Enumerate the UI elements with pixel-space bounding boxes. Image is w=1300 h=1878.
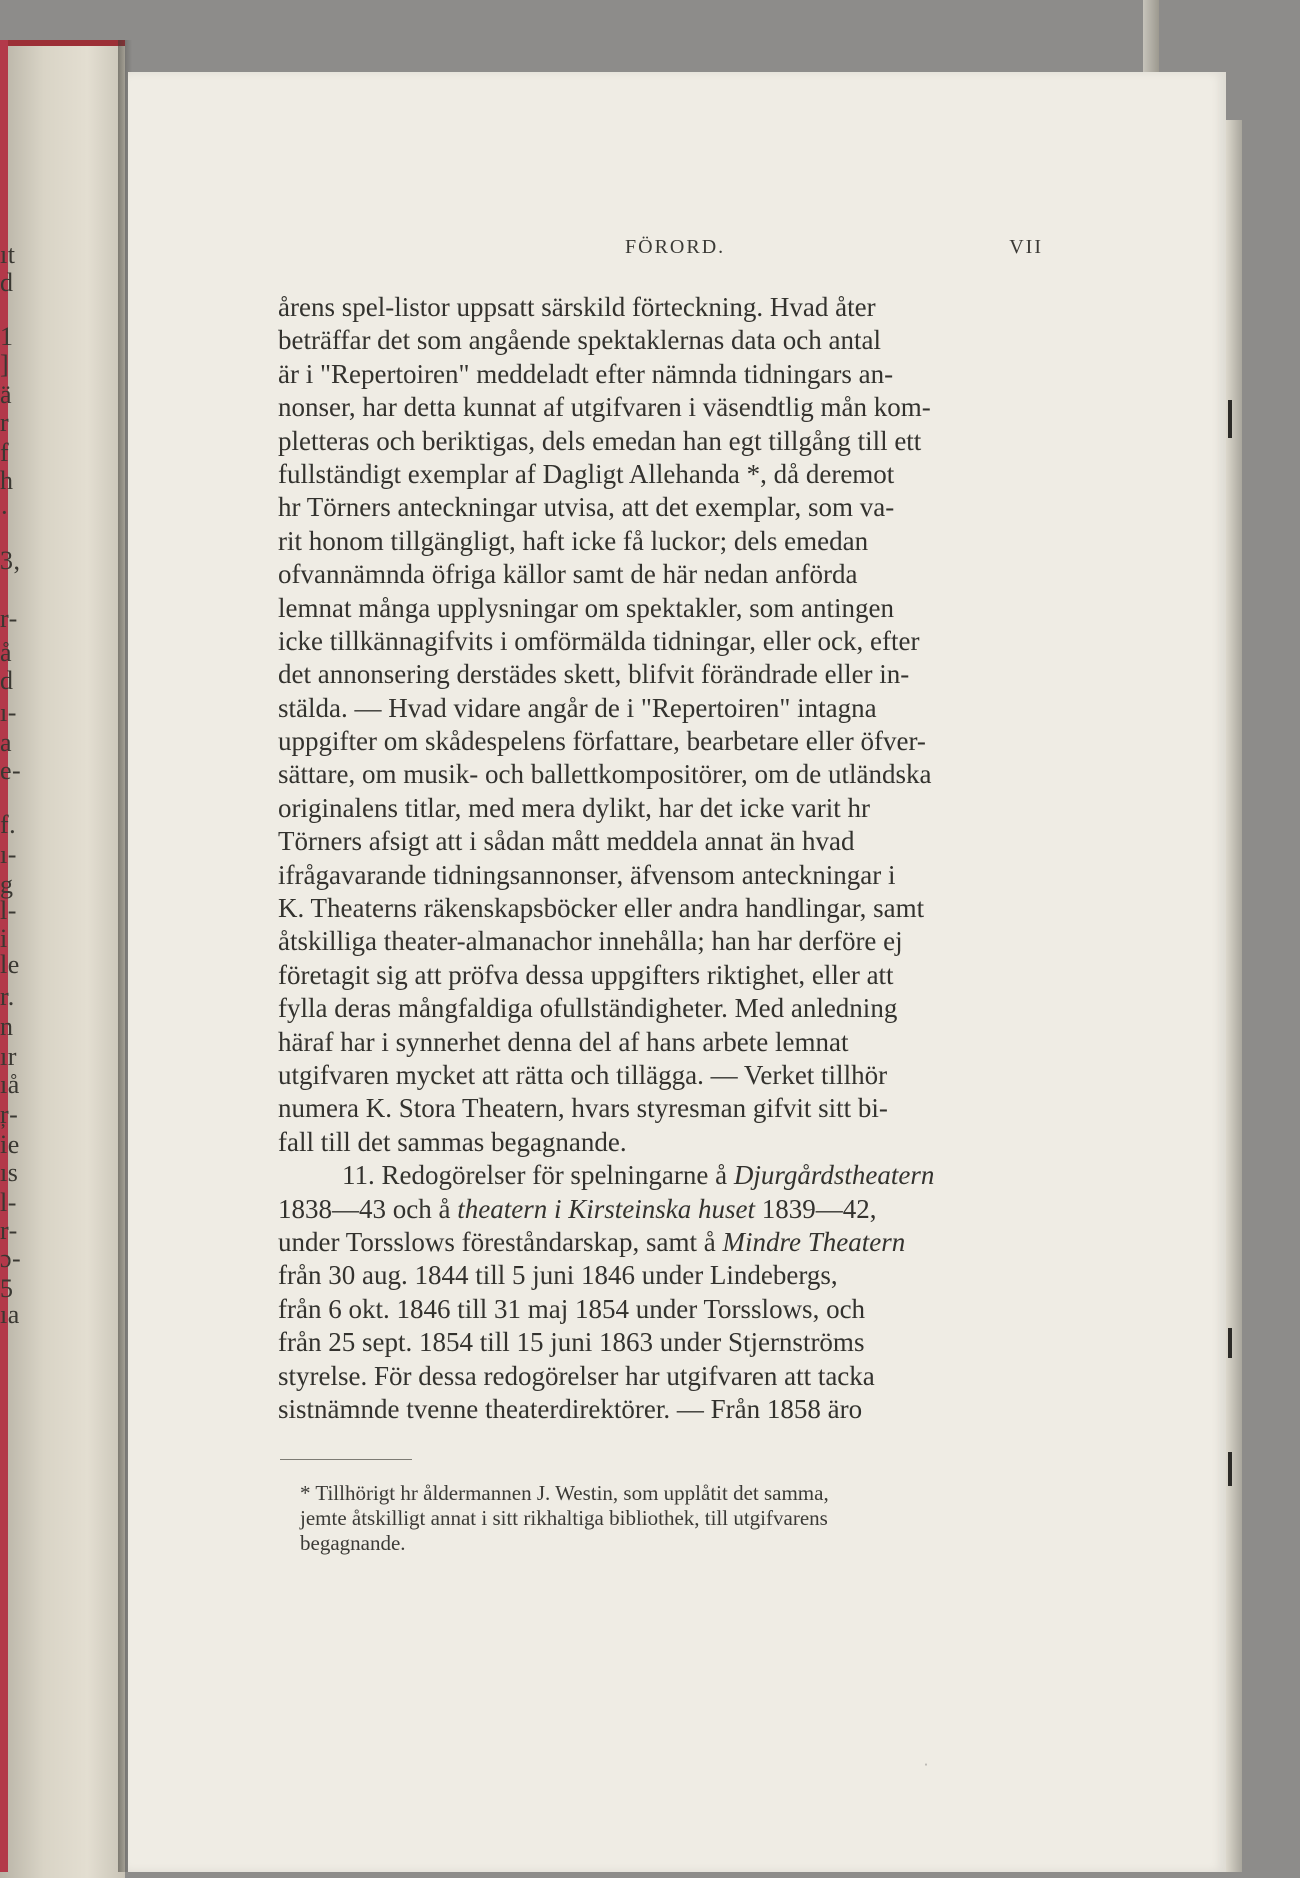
margin-fragment: ]: [0, 350, 10, 379]
margin-fragment: r.: [0, 982, 15, 1011]
text-line: under Torsslows föreståndarskap, samt å Mindre Theatern: [278, 1226, 906, 1257]
text-line: är i "Repertoiren" meddeladt efter nämnda tidningars an-: [278, 358, 894, 389]
footnote-line: begagnande.: [300, 1531, 406, 1555]
margin-fragment: ıs: [0, 1158, 19, 1187]
text-line: fall till det sammas begagnande.: [278, 1126, 627, 1157]
margin-fragment: d: [0, 268, 14, 297]
footnote-line: jemte åtskilligt annat i sitt rikhaltiga bibliothek, till utgifvarens: [300, 1506, 828, 1530]
margin-fragment: ıt: [0, 240, 16, 269]
text-line: originalens titlar, med mera dylikt, har det icke varit hr: [278, 792, 870, 823]
margin-fragment: h: [0, 466, 14, 495]
text-line: företagit sig att pröfva dessa uppgifters riktighet, eller att: [278, 959, 894, 990]
text-line: pletteras och beriktigas, dels emedan han egt tillgång till ett: [278, 425, 922, 456]
paragraph-11-rest: [278, 1259, 1078, 1426]
margin-fragment: ä: [0, 380, 13, 409]
margin-fragment: l-: [0, 896, 17, 925]
paragraph-11: [278, 1159, 1078, 1426]
margin-fragment: ·: [0, 498, 10, 527]
text-line: ofvannämnda öfriga källor samt de här nedan anförda: [278, 559, 858, 590]
text-line: sättare, om musik- och ballettkompositörer, om de utländska: [278, 759, 932, 790]
margin-fragment: ɔ-: [0, 1244, 22, 1273]
margin-fragment: 3,: [0, 546, 21, 575]
text-line: uppgifter om skådespelens författare, bearbetare eller öfver-: [278, 726, 926, 757]
margin-fragment: a: [0, 728, 13, 757]
margin-fragment: f: [0, 438, 10, 467]
text-line: icke tillkännagifvits i omförmälda tidningar, eller ock, efter: [278, 625, 920, 656]
text-line: lemnat många upplysningar om spektakler, som antingen: [278, 592, 895, 623]
text-line: fylla deras mångfaldiga ofullständigheter. Med anledning: [278, 993, 898, 1024]
margin-fragment: r-: [0, 604, 18, 633]
text-line: åtskilliga theater-almanachor innehålla; han har derföre ej: [278, 926, 903, 957]
margin-fragment: ı-: [0, 698, 17, 727]
text-line: sistnämnde tvenne theaterdirektörer. — Från 1858 äro: [278, 1393, 863, 1424]
running-head: FÖRORD.: [625, 236, 726, 258]
margin-fragment: r-: [0, 1216, 18, 1245]
text-line: ifrågavarande tidningsannonser, äfvensom anteckningar i: [278, 859, 896, 890]
margin-fragment: e-: [0, 756, 22, 785]
text-line: numera K. Stora Theatern, hvars styresman gifvit sitt bi-: [278, 1093, 888, 1124]
text-line: K. Theaterns räkenskapsböcker eller andra handlingar, samt: [278, 893, 925, 924]
page-number: VII: [1009, 236, 1043, 258]
text-line: beträffar det som angående spektaklernas data och antal: [278, 325, 881, 356]
text-line: från 30 aug. 1844 till 5 juni 1846 under Lindebergs,: [278, 1260, 838, 1291]
margin-fragment: ı-: [0, 840, 17, 869]
text-line: Törners afsigt att i sådan mått meddela annat än hvad: [278, 826, 855, 857]
text-line: fullständigt exemplar af Dagligt Allehanda *, då deremot: [278, 458, 895, 489]
margin-fragment: ŗ-: [0, 1100, 19, 1129]
text-line: stälda. — Hvad vidare angår de i "Repertoiren" intagna: [278, 692, 877, 723]
footnote: [300, 1481, 1080, 1556]
margin-fragment: d: [0, 666, 14, 695]
text-line: hr Törners anteckningar utvisa, att det exemplar, som va-: [278, 492, 895, 523]
margin-fragment: ie: [0, 1130, 20, 1159]
text-line: det annonsering derstädes skett, blifvit förändrade eller in-: [278, 659, 910, 690]
paragraph: [278, 291, 1078, 1159]
text-line: årens spel-listor uppsatt särskild förteckning. Hvad åter: [278, 292, 876, 322]
margin-fragment: le: [0, 950, 20, 979]
footnote-rule: [280, 1459, 412, 1460]
margin-fragment: f.: [0, 810, 17, 839]
text-line: styrelse. För dessa redogörelser har utgifvaren att tacka: [278, 1360, 875, 1391]
margin-fragment: ır: [0, 1042, 17, 1071]
text-line: 1838—43 och å theatern i Kirsteinska huset 1839—42,: [278, 1193, 877, 1224]
margin-fragment: n: [0, 1012, 14, 1041]
margin-fragment: å: [0, 638, 13, 667]
body-text: [278, 291, 1078, 1426]
text-line: från 25 sept. 1854 till 15 juni 1863 under Stjernströms: [278, 1327, 865, 1358]
text-line: 11. Redogörelser för spelningarne å Djurgårdstheatern: [342, 1160, 935, 1191]
margin-fragment: g: [0, 870, 14, 899]
text-line: nonser, har detta kunnat af utgifvaren i väsendtlig mån kom-: [278, 392, 931, 423]
text-line: rit honom tillgängligt, haft icke få luckor; dels emedan: [278, 525, 869, 556]
margin-fragment: 5: [0, 1274, 14, 1303]
margin-fragment: i: [0, 924, 8, 953]
margin-fragment: ıå: [0, 1070, 20, 1099]
text-line: från 6 okt. 1846 till 31 maj 1854 under Torsslows, och: [278, 1293, 866, 1324]
margin-fragment: 1: [0, 322, 14, 351]
speck: ˌ: [924, 1752, 928, 1766]
page-header: [278, 236, 1043, 266]
footnote-line: * Tillhörigt hr åldermannen J. Westin, som upplåtit det samma,: [300, 1481, 829, 1505]
margin-fragment: r: [0, 408, 10, 437]
text-line: häraf har i synnerhet denna del af hans arbete lemnat: [278, 1026, 849, 1057]
page-edge: [1226, 120, 1242, 1872]
margin-fragment: ıa: [0, 1300, 20, 1329]
margin-fragment: l-: [0, 1188, 17, 1217]
text-line: utgifvaren mycket att rätta och tillägga. — Verket tillhör: [278, 1059, 888, 1090]
